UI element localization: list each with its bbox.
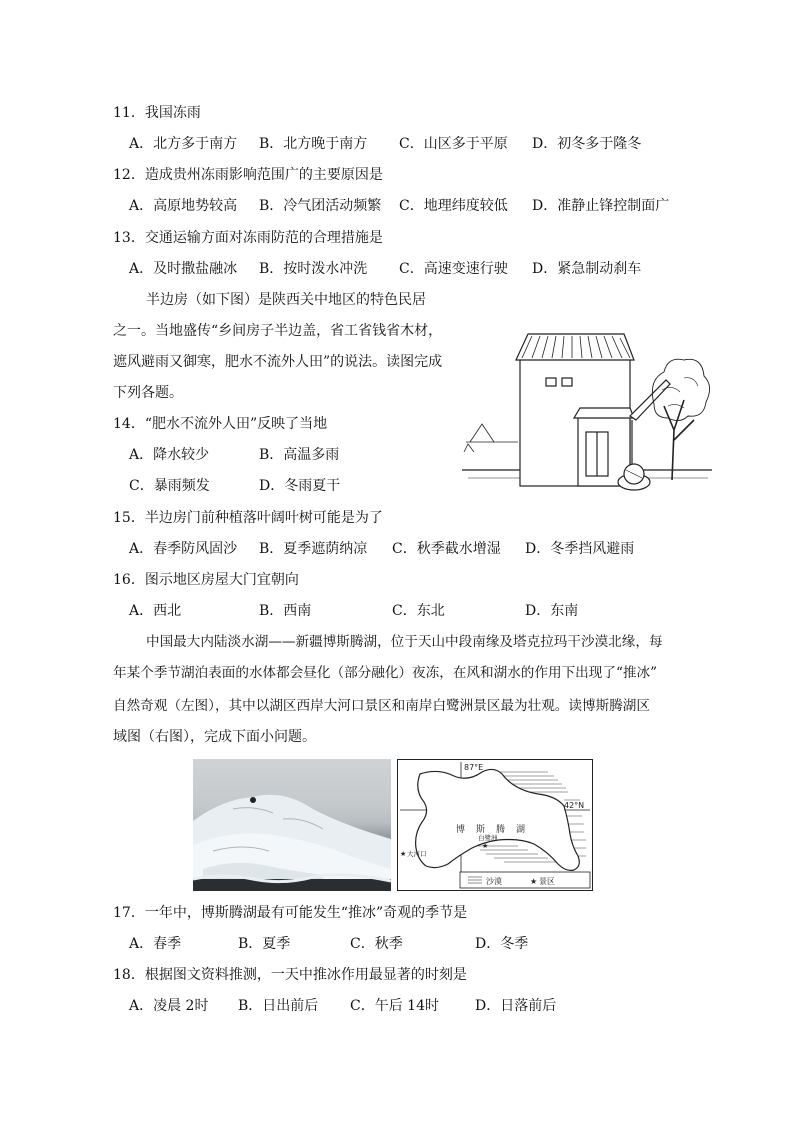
lake-char-4: 湖 <box>516 825 526 835</box>
q18-option-b: B．日出前后 <box>238 998 319 1014</box>
question-11-stem: 11．我国冻雨 <box>113 105 201 121</box>
bailuzhou-label: 白鹭洲 <box>478 834 498 842</box>
passage1-line-4: 下列各题。 <box>113 385 183 401</box>
q11-option-c: C．山区多于平原 <box>399 136 508 152</box>
q13-option-c: C．高速变速行驶 <box>399 261 508 277</box>
q16-option-a: A．西北 <box>129 603 182 619</box>
q14-option-d: D．冬雨夏干 <box>259 478 341 494</box>
passage1-line-3: 遮风避雨又御寒，肥水不流外人田”的说法。读图完成 <box>113 354 443 370</box>
passage2-line-4: 域图（右图），完成下面小问题。 <box>113 729 316 745</box>
passage2-line-1: 中国最大内陆淡水湖——新疆博斯腾湖，位于天山中段南缘及塔克拉玛干沙漠北缘，每 <box>146 634 663 650</box>
q18-option-c: C．午后 14时 <box>350 998 439 1014</box>
longitude-label: 87°E <box>464 763 484 772</box>
q11-option-a: A．北方多于南方 <box>129 136 238 152</box>
q11-option-b: B．北方晚于南方 <box>259 136 368 152</box>
passage2-line-3: 自然奇观（左图），其中以湖区西岸大河口景区和南岸白鹭洲景区最为壮观。读博斯腾湖区 <box>113 698 650 714</box>
lake-char-3: 腾 <box>496 825 506 835</box>
passage1-line-1: 半边房（如下图）是陕西关中地区的特色民居 <box>146 292 426 308</box>
q17-option-b: B．夏季 <box>238 936 291 952</box>
q14-option-a: A．降水较少 <box>129 447 210 463</box>
q11-option-d: D．初冬多于隆冬 <box>532 136 642 152</box>
lake-char-2: 斯 <box>476 825 486 835</box>
q18-option-a: A．凌晨 2时 <box>129 998 209 1014</box>
q15-option-a: A．春季防风固沙 <box>129 541 238 557</box>
question-16-stem: 16．图示地区房屋大门宜朝向 <box>113 572 299 588</box>
q13-option-b: B．按时泼水冲洗 <box>259 261 368 277</box>
lake-char-1: 博 <box>456 825 466 835</box>
q17-option-c: C．秋季 <box>350 936 403 952</box>
q16-option-d: D．东南 <box>525 603 579 619</box>
q17-option-a: A．春季 <box>129 936 182 952</box>
question-17-stem: 17．一年中，博斯腾湖最有可能发生“推冰”奇观的季节是 <box>113 905 468 921</box>
bailuzhou-star-icon: ★ <box>482 842 489 850</box>
legend-desert-label: 沙漠 <box>486 877 502 886</box>
q12-option-a: A．高原地势较高 <box>129 198 238 214</box>
q15-option-b: B．夏季遮荫纳凉 <box>259 541 368 557</box>
passage1-line-2: 之一。当地盛传“乡间房子半边盖，省工省钱省木材， <box>113 323 443 339</box>
bosten-lake-map <box>397 759 593 891</box>
question-15-stem: 15．半边房门前种植落叶阔叶树可能是为了 <box>113 510 383 526</box>
ice-push-photo <box>193 759 391 891</box>
legend-scenic-label: 景区 <box>539 877 555 886</box>
latitude-label: 42°N <box>564 801 585 810</box>
half-roof-house-illustration <box>458 320 716 505</box>
q12-option-d: D．准静止锋控制面广 <box>532 198 670 214</box>
question-12-stem: 12．造成贵州冻雨影响范围广的主要原因是 <box>113 167 383 183</box>
q18-option-d: D．日落前后 <box>475 998 557 1014</box>
q14-option-c: C．暴雨频发 <box>129 478 210 494</box>
passage2-line-2: 年某个季节湖泊表面的水体都会昼化（部分融化）夜冻，在风和湖水的作用下出现了“推冰” <box>113 665 658 681</box>
question-13-stem: 13．交通运输方面对冻雨防范的合理措施是 <box>113 230 383 246</box>
q16-option-b: B．西南 <box>259 603 312 619</box>
q15-option-c: C．秋季截水增湿 <box>392 541 501 557</box>
q13-option-d: D．紧急制动刹车 <box>532 261 642 277</box>
question-18-stem: 18．根据图文资料推测，一天中推冰作用最显著的时刻是 <box>113 967 467 983</box>
q15-option-d: D．冬季挡风避雨 <box>525 541 635 557</box>
q12-option-c: C．地理纬度较低 <box>399 198 508 214</box>
q17-option-d: D．冬季 <box>475 936 529 952</box>
q12-option-b: B．冷气团活动频繁 <box>259 198 382 214</box>
q16-option-c: C．东北 <box>392 603 445 619</box>
dahekou-star-icon: ★ <box>400 850 407 858</box>
legend-scenic-star-icon: ★ <box>530 877 538 886</box>
dahekou-label: 大河口 <box>407 850 427 858</box>
q13-option-a: A．及时撒盐融冰 <box>129 261 238 277</box>
q14-option-b: B．高温多雨 <box>259 447 340 463</box>
question-14-stem: 14．“肥水不流外人田”反映了当地 <box>113 416 328 432</box>
